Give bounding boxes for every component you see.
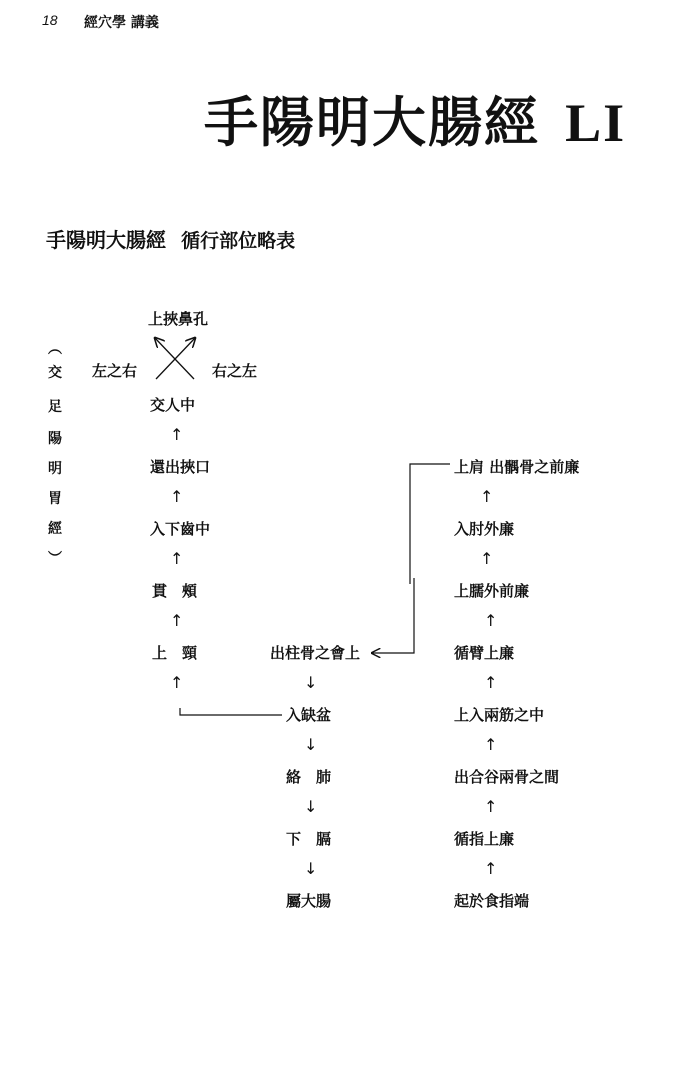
node-col3: 上肩 出髃骨之前廉 bbox=[454, 458, 580, 476]
page-title-code: LI bbox=[565, 93, 627, 153]
arrow-up-icon: ↑ bbox=[170, 549, 184, 568]
cross-arrow-right bbox=[156, 338, 195, 379]
node-col2: 屬大腸 bbox=[286, 892, 332, 910]
arrow-up-icon: ↑ bbox=[484, 859, 498, 878]
arrow-up-icon: ↑ bbox=[484, 797, 498, 816]
node-col2: 下 膈 bbox=[286, 830, 332, 848]
arrow-down-icon: ↓ bbox=[304, 797, 318, 816]
node-col3: 上入兩筋之中 bbox=[454, 706, 545, 724]
node-col3: 循指上廉 bbox=[454, 830, 515, 848]
node-col1: 上 頸 bbox=[152, 644, 198, 662]
node-col1: 入下齒中 bbox=[150, 520, 211, 538]
arrow-down-icon: ↓ bbox=[304, 673, 318, 692]
arrow-up-icon: ↑ bbox=[484, 735, 498, 754]
subtitle-description: 循行部位略表 bbox=[181, 230, 296, 252]
book-title: 經穴學 講義 bbox=[84, 15, 159, 31]
node-col3: 起於食指端 bbox=[454, 892, 530, 910]
cross-arrow-left bbox=[155, 338, 194, 379]
node-col3: 上臑外前廉 bbox=[454, 582, 530, 600]
node-col3: 出合谷兩骨之間 bbox=[454, 768, 560, 786]
page-title-text: 手陽明大腸經 bbox=[204, 90, 540, 154]
node-col1: 貫 頰 bbox=[152, 582, 198, 600]
node-right-of-cross: 右之左 bbox=[212, 362, 258, 380]
connector-shoulder-top bbox=[410, 464, 450, 584]
side-note-close-paren: ︶ bbox=[48, 551, 62, 567]
side-note-char: 胃 bbox=[48, 491, 62, 507]
node-col3: 入肘外廉 bbox=[454, 520, 515, 538]
subtitle-meridian: 手陽明大腸經 bbox=[46, 228, 166, 252]
connector-quepen-to-neck bbox=[180, 708, 282, 715]
arrow-up-icon: ↑ bbox=[480, 549, 494, 568]
node-col1: 交人中 bbox=[150, 396, 196, 414]
arrow-down-icon: ↓ bbox=[304, 735, 318, 754]
side-note-char: 經 bbox=[48, 521, 62, 537]
side-note-char: 足 bbox=[48, 399, 62, 415]
node-col2: 出柱骨之會上 bbox=[270, 644, 361, 662]
arrow-down-icon: ↓ bbox=[304, 859, 318, 878]
node-col2: 絡 肺 bbox=[286, 768, 332, 786]
page-number: 18 bbox=[42, 12, 58, 28]
side-note-char: 明 bbox=[48, 461, 62, 477]
arrow-up-icon: ↑ bbox=[484, 673, 498, 692]
arrow-up-icon: ↑ bbox=[170, 611, 184, 630]
arrow-up-icon: ↑ bbox=[170, 425, 184, 444]
node-left-of-cross: 左之右 bbox=[92, 362, 138, 380]
arrow-up-icon: ↑ bbox=[170, 487, 184, 506]
side-note-char: 陽 bbox=[48, 431, 62, 447]
arrow-up-icon: ↑ bbox=[480, 487, 494, 506]
connector-shoulder-bottom bbox=[372, 578, 414, 653]
node-top-nostril: 上挾鼻孔 bbox=[148, 310, 209, 328]
side-note-char: 交 bbox=[48, 365, 62, 381]
node-col2: 入缺盆 bbox=[286, 706, 332, 724]
node-col3: 循臂上廉 bbox=[454, 644, 515, 662]
node-col1: 還出挾口 bbox=[150, 458, 211, 476]
side-note-open-paren: ︵ bbox=[48, 341, 62, 357]
arrow-up-icon: ↑ bbox=[484, 611, 498, 630]
arrow-up-icon: ↑ bbox=[170, 673, 184, 692]
